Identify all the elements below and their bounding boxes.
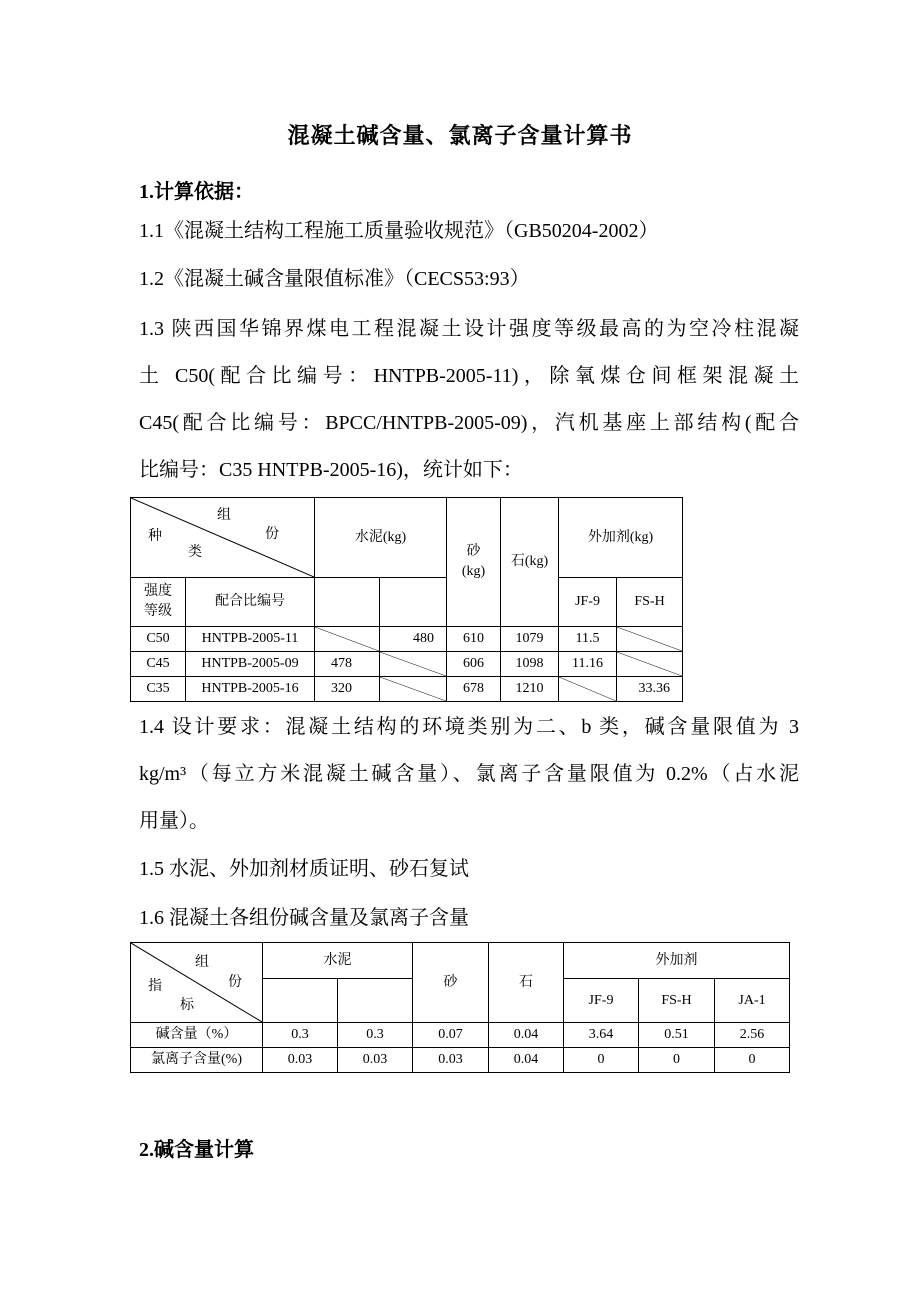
cell-label: 氯离子含量(%) — [131, 1048, 263, 1073]
table2-corner-cell — [131, 943, 263, 1023]
cell-empty-slash — [559, 677, 617, 702]
corner-label: 标 — [180, 998, 194, 1013]
cell-sand: 678 — [447, 677, 501, 702]
cell-cement: 480 — [380, 627, 447, 652]
paragraph-line: 1.4 设计要求：混凝土结构的环境类别为二、b 类，碱含量限值为 3 — [139, 716, 799, 738]
paragraph-line: 1.3 陕西国华锦界煤电工程混凝土设计强度等级最高的为空冷柱混凝 — [139, 318, 799, 340]
cell-sand: 606 — [447, 652, 501, 677]
cement-subcol-a — [263, 979, 338, 1023]
table1-corner-cell — [131, 498, 315, 578]
table-row — [131, 627, 683, 652]
section1-heading: 1.计算依据： — [139, 181, 254, 203]
cell-fsh: 33.36 — [617, 677, 683, 702]
cell-sand: 610 — [447, 627, 501, 652]
section2-heading: 2.碱含量计算 — [139, 1139, 254, 1161]
cell-mix: HNTPB-2005-09 — [186, 652, 315, 677]
header-stone: 石 — [489, 943, 564, 1023]
paragraph-line: C45(配合比编号：BPCC/HNTPB-2005-09)，汽机基座上部结构(配合 — [139, 412, 799, 434]
cell-cement: 320 — [315, 677, 380, 702]
cell-value: 0 — [564, 1048, 639, 1073]
cell-stone: 1210 — [501, 677, 559, 702]
cell-value: 0 — [715, 1048, 790, 1073]
cell-cement: 478 — [315, 652, 380, 677]
cell-grade: C45 — [131, 652, 186, 677]
cell-jf9: 11.16 — [559, 652, 617, 677]
cell-value: 0 — [639, 1048, 715, 1073]
cell-value: 0.03 — [263, 1048, 338, 1073]
paragraph-1-1: 1.1《混凝土结构工程施工质量验收规范》（GB50204-2002） — [139, 220, 659, 242]
cell-mix: HNTPB-2005-11 — [186, 627, 315, 652]
paragraph-1-5: 1.5 水泥、外加剂材质证明、砂石复试 — [139, 858, 469, 880]
table-row — [131, 677, 683, 702]
header-cement: 水泥(kg) — [315, 498, 447, 578]
header-sand: 砂 (kg) — [447, 498, 501, 627]
cell-value: 2.56 — [715, 1023, 790, 1048]
header-mix-no: 配合比编号 — [186, 578, 315, 627]
header-jf9: JF-9 — [564, 979, 639, 1023]
cell-value: 0.3 — [263, 1023, 338, 1048]
cell-stone: 1098 — [501, 652, 559, 677]
header-admixture: 外加剂 — [564, 943, 790, 979]
cell-empty-slash — [315, 627, 380, 652]
cell-value: 0.51 — [639, 1023, 715, 1048]
paragraph-line: 比编号：C35 HNTPB-2005-16)，统计如下： — [139, 459, 523, 481]
corner-label: 指 — [148, 979, 162, 994]
cell-grade: C35 — [131, 677, 186, 702]
corner-label: 份 — [265, 527, 279, 542]
page-title: 混凝土碱含量、氯离子含量计算书 — [287, 123, 633, 148]
cell-jf9: 11.5 — [559, 627, 617, 652]
cell-value: 3.64 — [564, 1023, 639, 1048]
paragraph-1-3 — [139, 306, 799, 494]
mix-table — [130, 497, 683, 702]
header-fsh: FS-H — [639, 979, 715, 1023]
header-cement: 水泥 — [263, 943, 413, 979]
cell-empty-slash — [617, 652, 683, 677]
cement-subcol-a — [315, 578, 380, 627]
cell-value: 0.04 — [489, 1023, 564, 1048]
paragraph-1-2: 1.2《混凝土碱含量限值标准》（CECS53:93） — [139, 268, 530, 290]
paragraph-1-6: 1.6 混凝土各组份碱含量及氯离子含量 — [139, 907, 469, 929]
corner-label: 组 — [195, 955, 209, 970]
header-fsh: FS-H — [617, 578, 683, 627]
cell-mix: HNTPB-2005-16 — [186, 677, 315, 702]
corner-label: 类 — [188, 545, 202, 560]
corner-label: 种 — [148, 529, 162, 544]
corner-label: 组 — [217, 508, 231, 523]
cell-grade: C50 — [131, 627, 186, 652]
cell-value: 0.07 — [413, 1023, 489, 1048]
cement-subcol-b — [380, 578, 447, 627]
paragraph-line: kg/m³（每立方米混凝土碱含量）、氯离子含量限值为 0.2%（占水泥 — [139, 763, 799, 785]
header-admixture: 外加剂(kg) — [559, 498, 683, 578]
corner-label: 份 — [228, 975, 242, 990]
header-sand: 砂 — [413, 943, 489, 1023]
cell-value: 0.3 — [338, 1023, 413, 1048]
cell-empty-slash — [380, 677, 447, 702]
cell-value: 0.04 — [489, 1048, 564, 1073]
header-stone: 石(kg) — [501, 498, 559, 627]
table-row — [131, 1048, 790, 1073]
cell-empty-slash — [617, 627, 683, 652]
component-table — [130, 942, 790, 1073]
cell-value: 0.03 — [413, 1048, 489, 1073]
cell-empty-slash — [380, 652, 447, 677]
paragraph-1-4 — [139, 704, 799, 845]
cement-subcol-b — [338, 979, 413, 1023]
cell-value: 0.03 — [338, 1048, 413, 1073]
header-jf9: JF-9 — [559, 578, 617, 627]
table-row — [131, 1023, 790, 1048]
cell-stone: 1079 — [501, 627, 559, 652]
paragraph-line: 用量）。 — [139, 810, 209, 832]
cell-label: 碱含量（%） — [131, 1023, 263, 1048]
table-row — [131, 652, 683, 677]
header-grade: 强度 等级 — [131, 578, 186, 627]
header-ja1: JA-1 — [715, 979, 790, 1023]
paragraph-line: 土 C50(配合比编号：HNTPB-2005-11)，除氧煤仓间框架混凝土 — [139, 365, 799, 387]
